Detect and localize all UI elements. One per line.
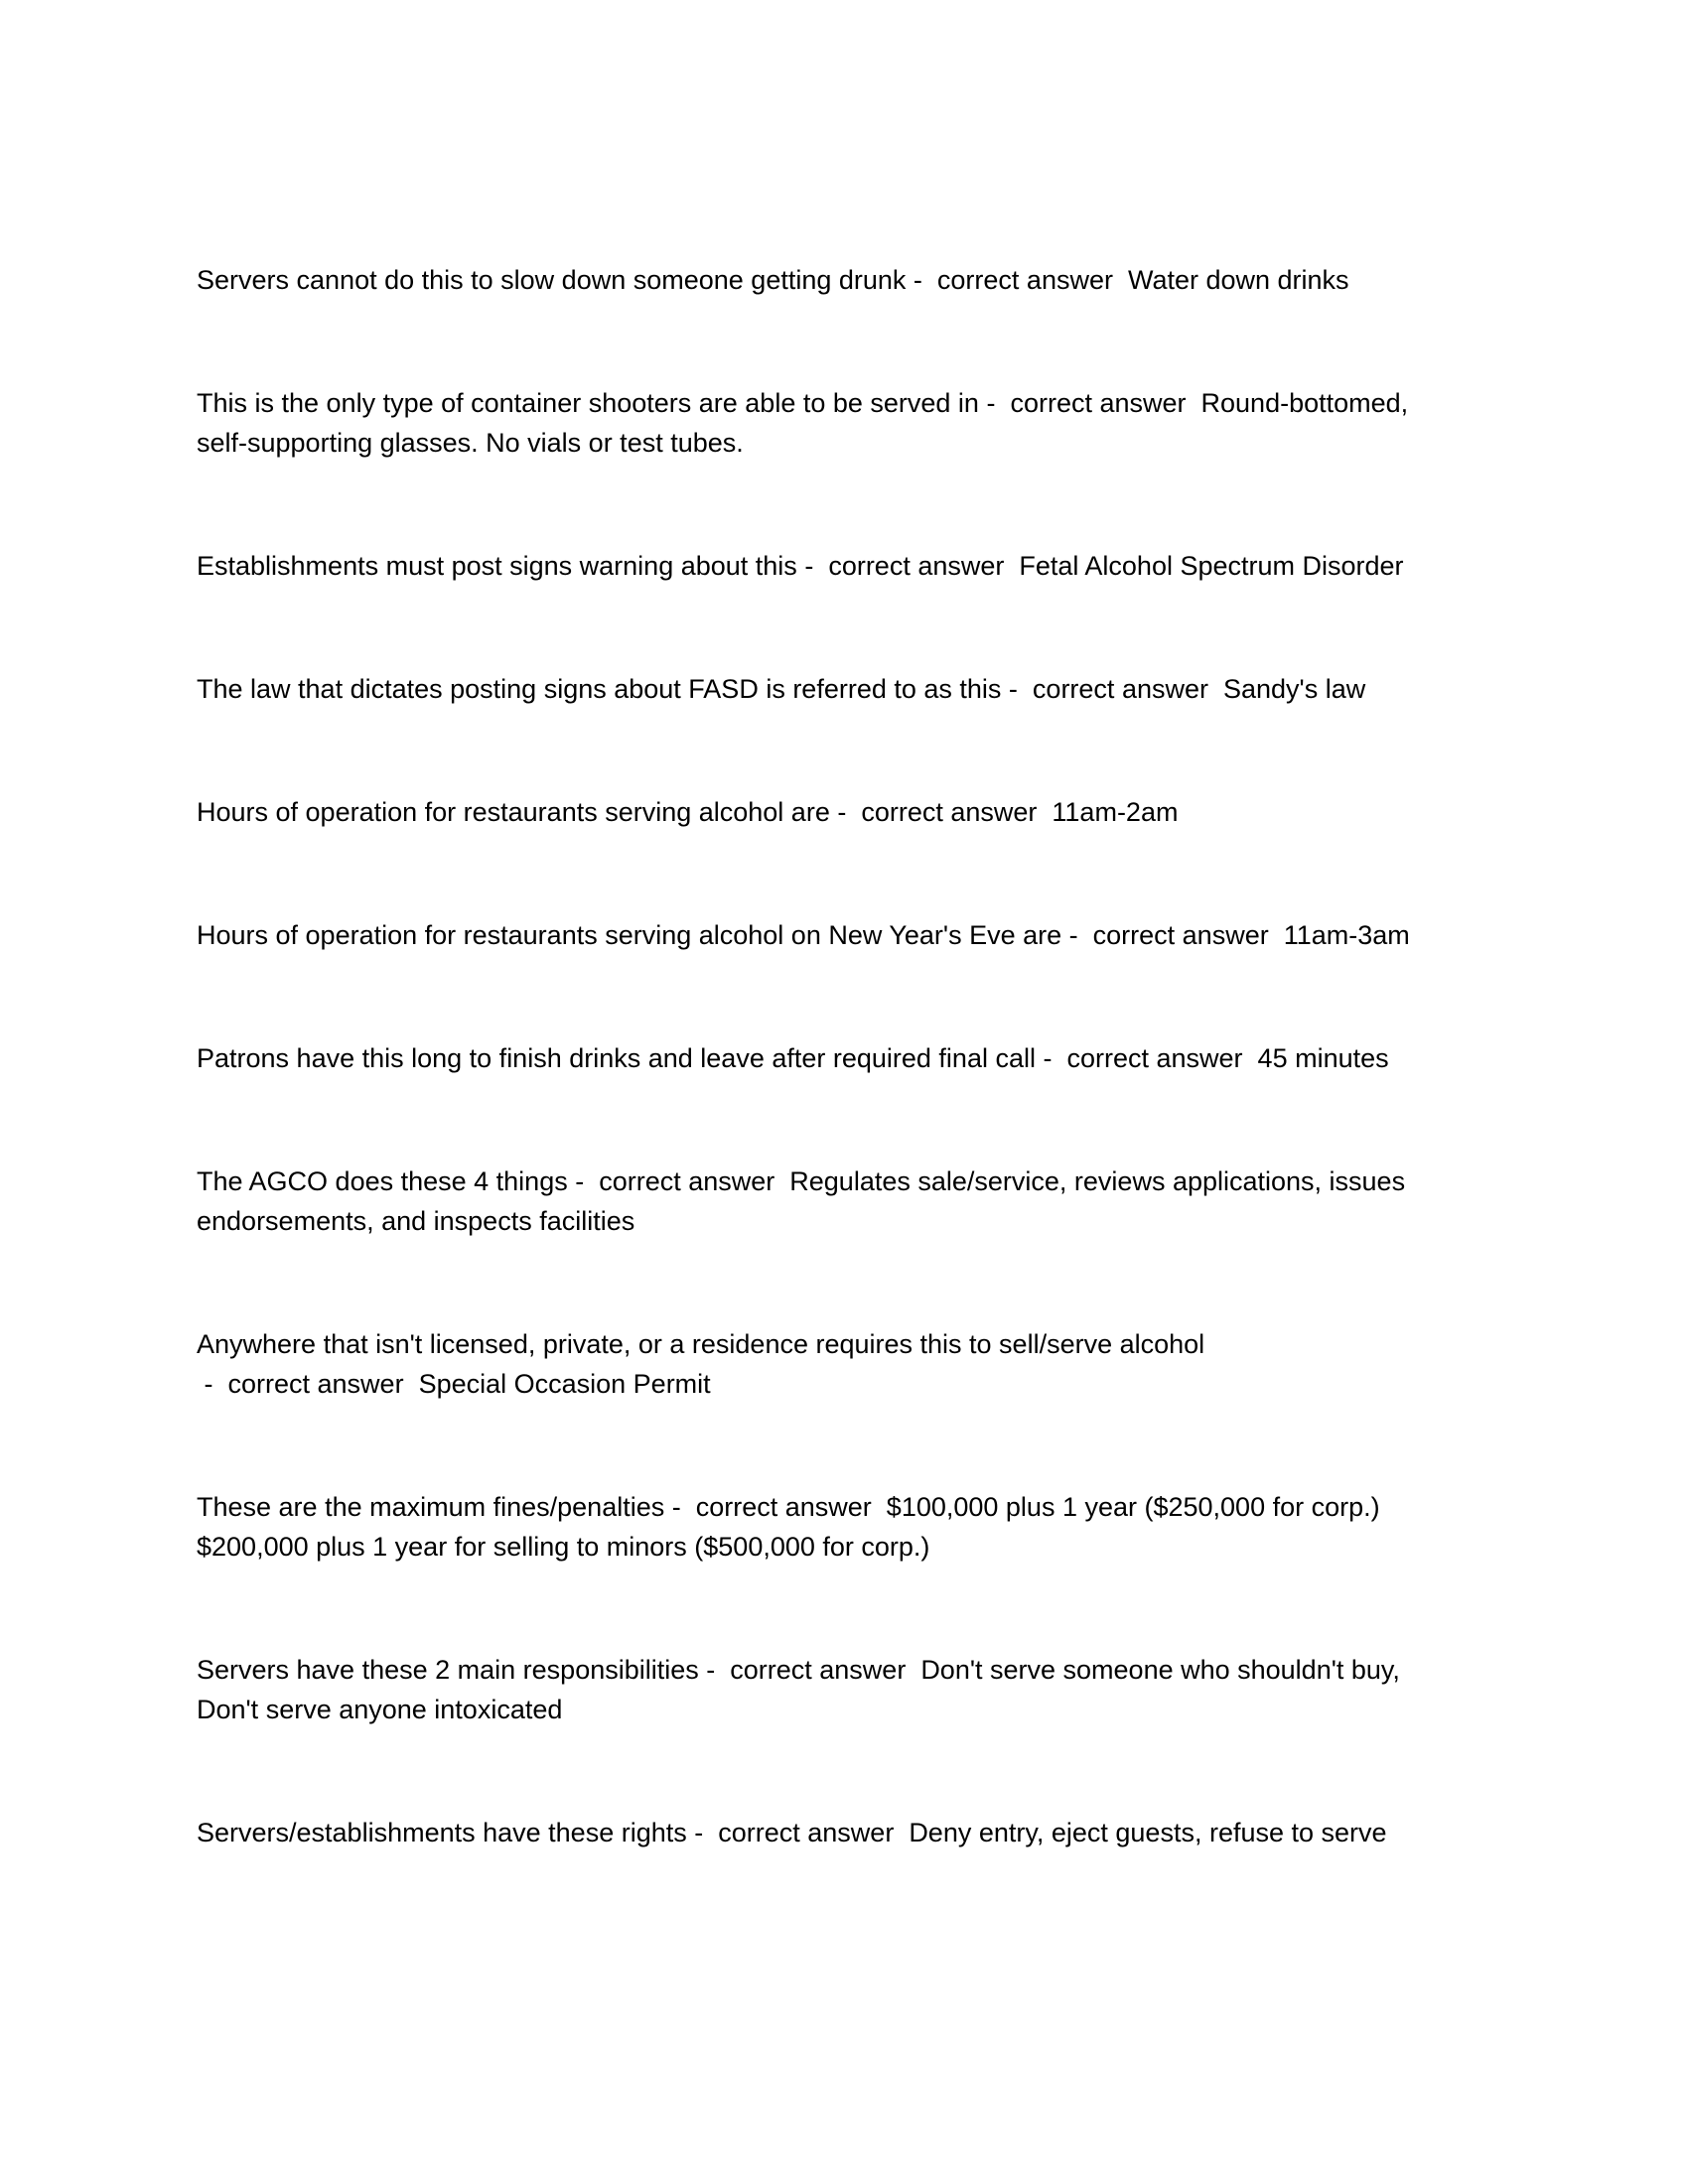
qa-item — [197, 1161, 1428, 1241]
separator: - — [686, 1818, 719, 1847]
separator: - — [698, 1655, 731, 1685]
question-text: Servers have these 2 main responsibilities — [197, 1655, 699, 1685]
answer-text: 11am-3am — [1283, 920, 1410, 950]
question-text: Hours of operation for restaurants serving alcohol on New Year's Eve are — [197, 920, 1062, 950]
separator: - — [567, 1166, 600, 1196]
qa-item — [197, 260, 1487, 300]
answer-text: Don't serve someone who shouldn't buy, Don't serve anyone intoxicated — [197, 1655, 1400, 1724]
separator: - — [1061, 920, 1093, 950]
question-text: Establishments must post signs warning about this — [197, 551, 797, 581]
separator: - — [1035, 1043, 1067, 1073]
question-text: The law that dictates posting signs about FASD is referred to as this — [197, 674, 1002, 704]
answer-text: Water down drinks — [1127, 265, 1349, 295]
answer-text: Fetal Alcohol Spectrum Disorder — [1019, 551, 1404, 581]
answer-label: correct answer — [828, 551, 1020, 581]
separator: - — [796, 551, 829, 581]
separator: - — [978, 388, 1011, 418]
answer-text: Sandy's law — [1222, 674, 1366, 704]
qa-item — [197, 1038, 1487, 1078]
qa-item — [197, 1487, 1438, 1567]
answer-text: 11am-2am — [1052, 797, 1179, 827]
qa-item — [197, 792, 1487, 832]
qa-item — [197, 669, 1487, 709]
answer-label: correct answer — [730, 1655, 921, 1685]
answer-label: correct answer — [1032, 674, 1223, 704]
question-text: Anywhere that isn't licensed, private, or a residence requires this to sell/serve alcohol — [197, 1329, 1205, 1359]
answer-text: Round-bottomed, self-supporting glasses. No vials or test tubes. — [197, 388, 1409, 458]
answer-label: correct answer — [861, 797, 1053, 827]
answer-label: correct answer — [227, 1369, 419, 1399]
question-text: Hours of operation for restaurants serving alcohol are — [197, 797, 830, 827]
separator: - — [664, 1492, 696, 1522]
answer-label: correct answer — [695, 1492, 887, 1522]
separator: - — [829, 797, 862, 827]
answer-text: 45 minutes — [1257, 1043, 1389, 1073]
qa-item — [197, 915, 1487, 955]
separator: - — [906, 265, 937, 295]
answer-label: correct answer — [718, 1818, 910, 1847]
answer-label: correct answer — [1092, 920, 1284, 950]
qa-list — [197, 260, 1487, 1936]
qa-item — [197, 383, 1458, 463]
qa-item — [197, 1324, 1487, 1404]
answer-label: correct answer — [1010, 388, 1201, 418]
question-text: Servers/establishments have these rights — [197, 1818, 687, 1847]
qa-item — [197, 1813, 1487, 1852]
question-text: Patrons have this long to finish drinks and leave after required final call — [197, 1043, 1036, 1073]
answer-label: correct answer — [1066, 1043, 1258, 1073]
question-text: The AGCO does these 4 things — [197, 1166, 568, 1196]
answer-text: Special Occasion Permit — [418, 1369, 711, 1399]
answer-label: correct answer — [599, 1166, 790, 1196]
qa-item — [197, 1650, 1458, 1729]
separator: - — [1001, 674, 1033, 704]
question-text: Servers cannot do this to slow down someone getting drunk — [197, 265, 907, 295]
answer-text: Regulates sale/service, reviews applications, issues endorsements, and inspects facilities — [197, 1166, 1406, 1236]
answer-text: Deny entry, eject guests, refuse to serve — [909, 1818, 1387, 1847]
qa-item — [197, 546, 1487, 586]
answer-label: correct answer — [936, 265, 1128, 295]
question-text: This is the only type of container shooters are able to be served in — [197, 388, 979, 418]
question-text: These are the maximum fines/penalties — [197, 1492, 665, 1522]
answer-text: $100,000 plus 1 year ($250,000 for corp.) $200,000 plus 1 year for selling to minors ($500,000 for corp.) — [197, 1492, 1380, 1562]
separator: - — [197, 1369, 228, 1399]
